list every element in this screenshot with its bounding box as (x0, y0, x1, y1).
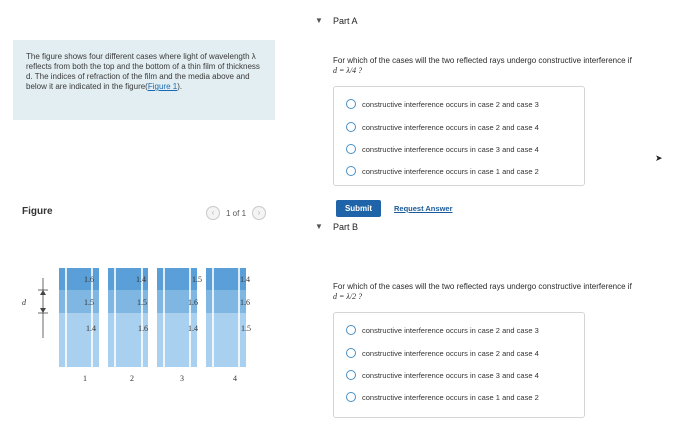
option-label: constructive interference occurs in case 2 and case 3 (362, 99, 539, 109)
case-3 (157, 268, 202, 383)
part-b-question-line2: d = λ/2 ? (333, 292, 363, 301)
case-2 (108, 268, 148, 383)
option-label: constructive interference occurs in case 3 and case 4 (362, 144, 539, 154)
part-b-title: Part B (333, 222, 359, 232)
option-label: constructive interference occurs in case 3 and case 4 (362, 370, 539, 380)
case-4 (206, 268, 251, 383)
submit-button[interactable]: Submit (336, 200, 381, 217)
case-2-film-index: 1.5 (137, 298, 147, 307)
case-4-top-index: 1.4 (240, 275, 250, 284)
part-b-option-4[interactable] (346, 392, 539, 402)
case-3-bottom-layer (157, 313, 197, 367)
thin-film-diagram (22, 268, 280, 388)
part-a-question-line1: For which of the cases will the two reflected rays undergo constructive interference if (333, 56, 632, 65)
part-a-title: Part A (333, 16, 358, 26)
part-a-option-1[interactable] (346, 99, 539, 109)
radio-icon[interactable] (346, 166, 356, 176)
part-b-collapse-icon[interactable]: ▼ (315, 222, 323, 231)
case-2-top-index: 1.4 (136, 275, 146, 284)
part-a-question (333, 56, 632, 76)
case-2-bottom-index: 1.6 (138, 324, 148, 333)
case-1-top-index: 1.6 (84, 275, 94, 284)
radio-icon[interactable] (346, 144, 356, 154)
radio-icon[interactable] (346, 348, 356, 358)
option-label: constructive interference occurs in case 2 and case 4 (362, 122, 539, 132)
part-b-option-2[interactable] (346, 348, 539, 358)
case-3-top-index: 1.5 (192, 275, 202, 284)
case-4-bottom-index: 1.5 (241, 324, 251, 333)
intro-text: The figure shows four different cases where light of wavelength λ reflects from both the top and the bottom of a thin film of thickness d. The indices of refraction of the film and the media above and below it are indicated in the figure( (26, 52, 260, 91)
radio-icon[interactable] (346, 99, 356, 109)
case-1 (59, 268, 99, 383)
figure-panel (0, 0, 305, 422)
pager-text: 1 of 1 (226, 208, 247, 218)
case-1-bottom-layer (59, 313, 99, 367)
option-label: constructive interference occurs in case 2 and case 3 (362, 325, 539, 335)
questions-panel (305, 0, 700, 422)
radio-icon[interactable] (346, 325, 356, 335)
radio-icon[interactable] (346, 392, 356, 402)
mouse-cursor-icon: ➤ (655, 153, 663, 163)
part-a-option-2[interactable] (346, 122, 539, 132)
case-1-number: 1 (83, 374, 87, 383)
part-a-option-4[interactable] (346, 166, 539, 176)
problem-intro (13, 40, 275, 120)
case-3-number: 3 (180, 374, 184, 383)
option-label: constructive interference occurs in case 1 and case 2 (362, 166, 539, 176)
case-3-film-index: 1.6 (188, 298, 198, 307)
case-4-bottom-layer (206, 313, 246, 367)
part-a-option-3[interactable] (346, 144, 539, 154)
case-3-bottom-index: 1.4 (188, 324, 198, 333)
part-a-options (333, 86, 585, 186)
prev-figure-icon[interactable]: ‹ (206, 206, 220, 220)
part-b-option-3[interactable] (346, 370, 539, 380)
case-3-top-layer (157, 268, 197, 290)
radio-icon[interactable] (346, 122, 356, 132)
part-a-question-line2: d = λ/4 ? (333, 66, 363, 75)
part-b-question (333, 282, 632, 302)
case-1-bottom-index: 1.4 (86, 324, 96, 333)
option-label: constructive interference occurs in case 2 and case 4 (362, 348, 539, 358)
figure-pager (206, 206, 266, 220)
part-b-question-line1: For which of the cases will the two reflected rays undergo constructive interference if (333, 282, 632, 291)
part-a-collapse-icon[interactable]: ▼ (315, 16, 323, 25)
d-label: d (22, 298, 26, 307)
part-b-option-1[interactable] (346, 325, 539, 335)
radio-icon[interactable] (346, 370, 356, 380)
figure-heading: Figure (22, 206, 53, 217)
case-1-film-index: 1.5 (84, 298, 94, 307)
request-answer-link[interactable]: Request Answer (394, 204, 453, 213)
case-4-film-index: 1.6 (240, 298, 250, 307)
option-label: constructive interference occurs in case 1 and case 2 (362, 392, 539, 402)
figure-link[interactable]: Figure 1 (147, 82, 178, 91)
case-2-number: 2 (130, 374, 134, 383)
intro-suffix: ). (177, 82, 183, 91)
case-4-number: 4 (233, 374, 237, 383)
thickness-indicator (22, 278, 48, 338)
next-figure-icon[interactable]: › (252, 206, 266, 220)
part-b-options (333, 312, 585, 418)
